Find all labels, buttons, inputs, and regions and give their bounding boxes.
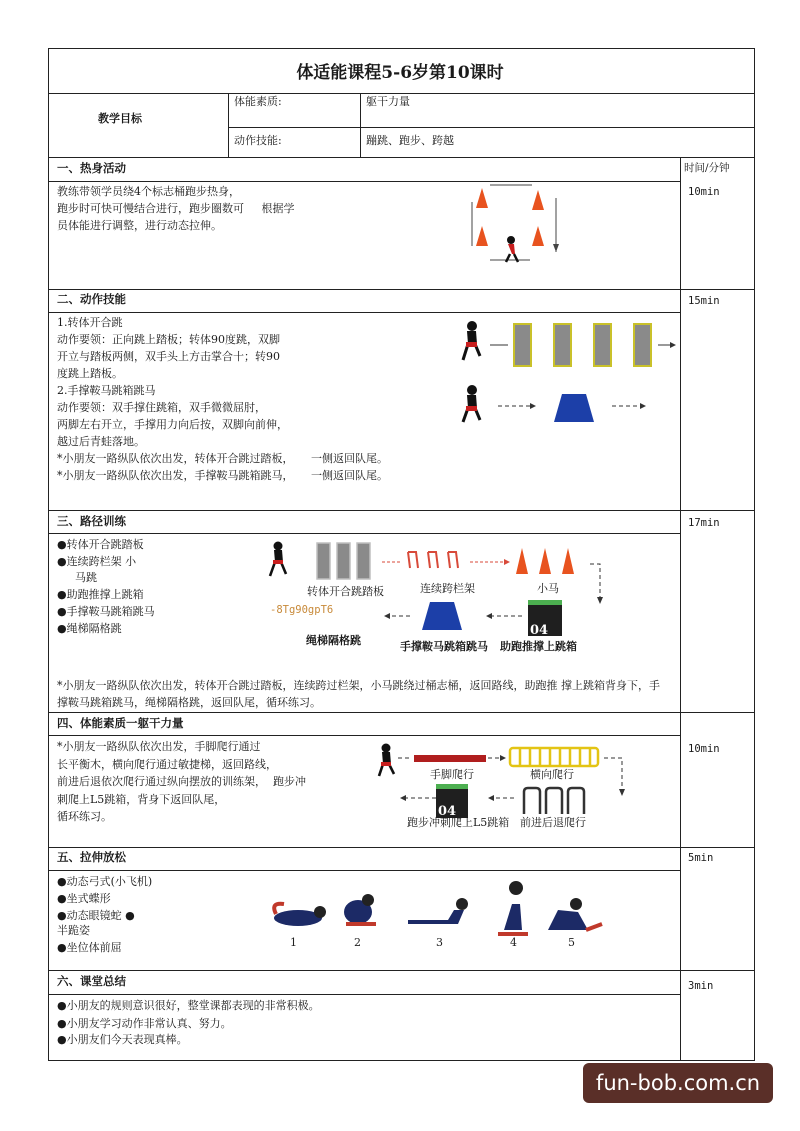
caption-small-horse: 小马 [537, 582, 559, 595]
warmup-text: 教练带领学员绕4个标志桶跑步热身， 跑步时可快可慢结合进行，跑步圈数可 根据学 员体能进行调整，进行动态拉伸。 [57, 185, 295, 232]
pose-cobra [408, 898, 468, 924]
summary-item: ●小朋友们今天表现真棒。 [57, 1033, 188, 1046]
caption-sprint: 跑步冲刺爬上L5跳箱 [407, 816, 510, 829]
vault-mat [422, 602, 462, 630]
hurdle-icon [408, 552, 458, 568]
training-frame [524, 788, 584, 814]
pose-sit-reach [548, 898, 602, 930]
stretch-item: ●坐式蝶形 [57, 892, 111, 905]
caption-vault: 手撑鞍马跳箱跳马 [400, 640, 488, 653]
vault-mat [554, 394, 594, 422]
caption-push-box: 助跑推撑上跳箱 [500, 640, 577, 653]
caption-back-crawl: 前进后退爬行 [520, 816, 586, 829]
agility-ladder [510, 748, 598, 766]
core-text: *小朋友一路纵队依次出发，手脚爬行通过 长平衡木，横向爬行通过敏捷梯，返回路线， 前进后退依次爬行通过纵向摆放的训练架， 跑步冲 刺爬上L5跳箱，背身下返回队尾， 循环练习。 [57, 740, 306, 823]
fitness-value: 躯干力量 [366, 95, 410, 108]
pose-number: 4 [510, 936, 517, 949]
stretch-item: 半跪姿 [57, 924, 90, 937]
time-header: 时间/分钟 [684, 162, 730, 174]
pose-number: 1 [290, 936, 297, 949]
skill-label: 动作技能: [234, 134, 282, 147]
stretch-item: ●动态眼镜蛇 ● [57, 909, 135, 922]
row-line [48, 994, 680, 995]
skills-text: 1.转体开合跳 动作要领：正向跳上踏板；转体90度跳，双脚 开立与踏板两侧，双手头上方击掌合十；转90 度跳上踏板。 2.手撑鞍马跳箱跳马 动作要领：双手撑住跳箱，双手微微屈肘， 两脚左右开立，手撑用力向后按，双脚向前伸， 越过后青蛙落地。 *小朋友一路纵队依次出发，转体开合跳过踏板， 一侧返回队尾。 *小朋友一路纵队依次出发，手撑鞍马跳箱跳马， 一侧返回队尾。 [57, 316, 388, 482]
row-line [228, 127, 755, 128]
caption-crawl: 手脚爬行 [430, 768, 474, 781]
path-item: ●手撑鞍马跳箱跳马 [57, 605, 155, 618]
objectives-label: 教学目标 [98, 112, 142, 125]
row-line [48, 735, 680, 736]
section-heading-core: 四、体能素质一躯干力量 [57, 716, 184, 730]
path-item: ●连续跨栏架 小 [57, 555, 137, 568]
section-heading-summary: 六、课堂总结 [57, 974, 126, 988]
row-line [48, 870, 680, 871]
caption-rope-ladder: 绳梯隔格跳 [306, 634, 361, 647]
col-line [360, 93, 361, 157]
section-heading-warmup: 一、热身活动 [57, 161, 126, 175]
runner-icon [506, 236, 518, 262]
path-note: *小朋友一路纵队依次出发，转体开合跳过踏板，连续跨过栏架，小马跳绕过桶志桶，返回路线，助跑推 撑上跳箱背身下，手 撑鞍马跳箱跳马，绳梯隔格跳，返回队尾，循环练习。 [57, 679, 660, 709]
summary-item: ●小朋友学习动作非常认真、努力。 [57, 1017, 232, 1030]
stretch-poses [258, 874, 608, 964]
section-time-summary: 3min [688, 980, 714, 992]
pose-number: 3 [436, 936, 443, 949]
row-line [48, 712, 755, 713]
box-number: 04 [438, 804, 457, 819]
pose-butterfly [344, 894, 376, 924]
box-number: 04 [530, 623, 549, 638]
table-border-bottom [48, 1060, 755, 1061]
section-heading-skills: 二、动作技能 [57, 292, 126, 306]
path-item: ●助跑推撑上跳箱 [57, 588, 144, 601]
warmup-diagram [460, 182, 570, 266]
pose-bow [274, 904, 326, 926]
section-time-core: 10min [688, 743, 720, 755]
summary-item: ●小朋友的规则意识很好，整堂课都表现的非常积极。 [57, 999, 320, 1012]
caption-hurdles: 连续跨栏架 [420, 582, 475, 595]
section-time-skills: 15min [688, 295, 720, 307]
row-line [48, 510, 755, 511]
row-line [48, 157, 755, 158]
table-border-left [48, 48, 49, 1061]
col-line [680, 157, 681, 1061]
section-heading-stretch: 五、拉伸放松 [57, 850, 126, 864]
section-time-path: 17min [688, 517, 720, 529]
caption-step-board: 转体开合跳踏板 [307, 585, 384, 598]
row-line [48, 970, 755, 971]
table-border-top [48, 48, 755, 49]
skills-diagram [458, 316, 680, 434]
row-line [48, 181, 680, 182]
runner-icon [463, 321, 480, 360]
fitness-label: 体能素质: [234, 95, 282, 108]
cone-icon [516, 548, 574, 574]
path-item: ●绳梯隔格跳 [57, 622, 122, 635]
step-board [317, 543, 370, 579]
balance-beam [414, 755, 486, 762]
section-heading-path: 三、路径训练 [57, 514, 126, 528]
table-border-right [754, 48, 755, 1061]
runner-icon [379, 744, 394, 777]
step-board [514, 324, 651, 366]
row-line [48, 289, 755, 290]
caption-code: -8Tg90gpT6 [270, 604, 334, 616]
pose-kneel [498, 881, 528, 934]
path-item: ●转体开合跳踏板 [57, 538, 144, 551]
caption-side-crawl: 横向爬行 [530, 768, 574, 781]
path-item: 马跳 [75, 571, 97, 584]
pose-number: 5 [568, 936, 575, 949]
section-time-stretch: 5min [688, 852, 714, 864]
runner-icon [270, 542, 286, 577]
section-time-warmup: 10min [688, 186, 720, 198]
row-line [48, 533, 680, 534]
runner-icon [463, 385, 480, 422]
page-title: 体适能课程5-6岁第10课时 [296, 63, 504, 83]
stretch-item: ●动态弓式(小飞机) [57, 875, 153, 888]
row-line [48, 847, 755, 848]
stretch-item: ●坐位体前屈 [57, 941, 122, 954]
skill-value: 蹦跳、跑步、跨越 [366, 134, 454, 147]
pose-number: 2 [354, 936, 361, 949]
col-line [228, 93, 229, 157]
row-line [48, 312, 680, 313]
watermark: fun-bob.com.cn [583, 1063, 773, 1103]
